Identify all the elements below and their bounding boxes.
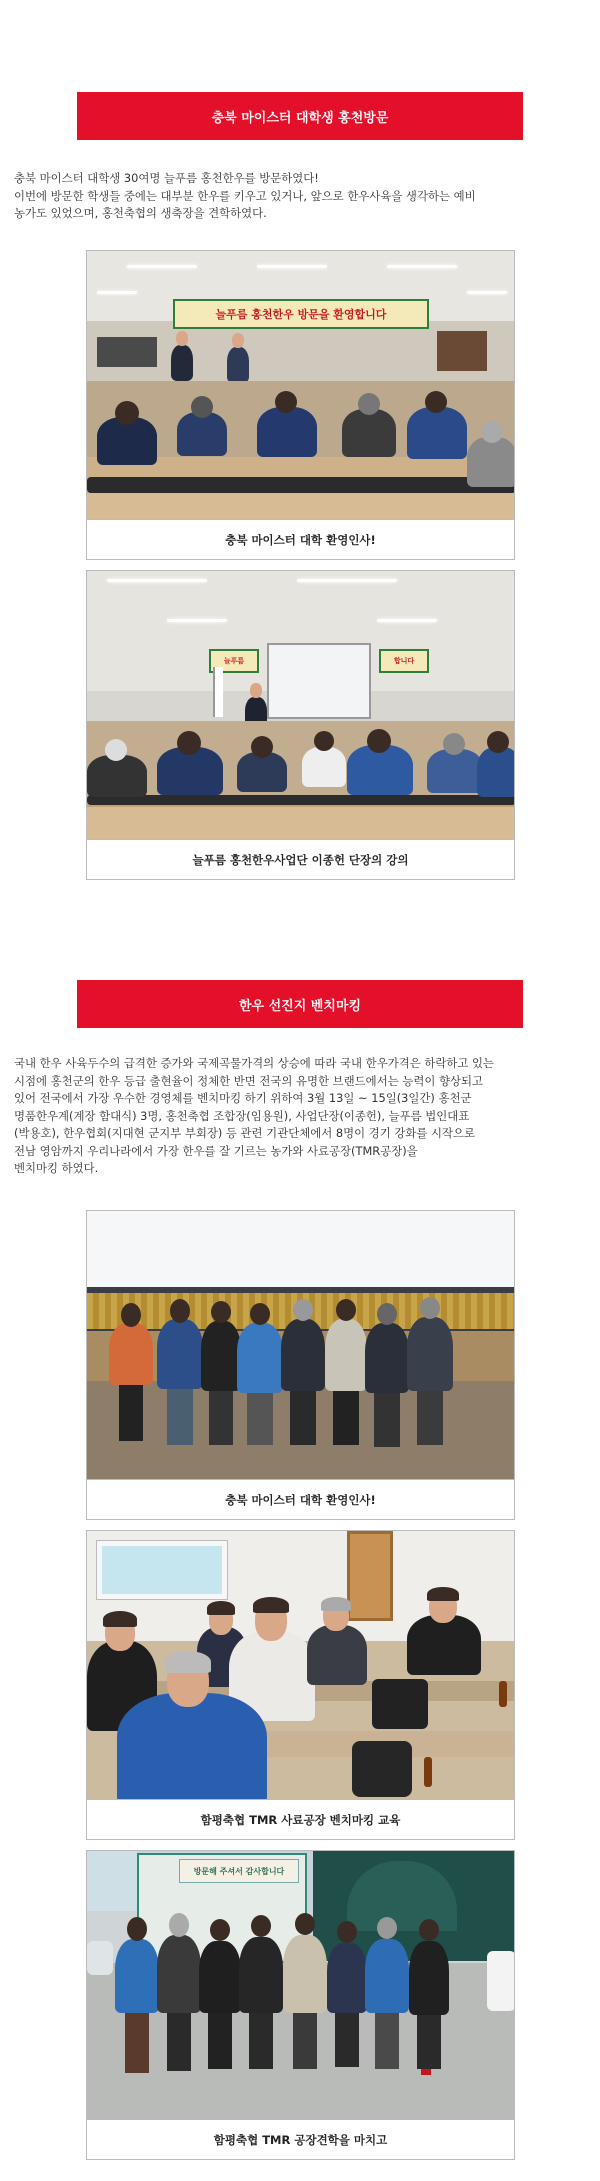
- section-intro-text: 국내 한우 사육두수의 급격한 증가와 국제곡물가격의 상승에 따라 국내 한우가격은 하락하고 있는 시점에 홍천군의 한우 등급 출현율이 정체한 반면 전국의 유명한 브랜드에서는 능력이 향상되고 있어 전국에서 가장 우수한 경영체를 벤치마킹 하기 위하여 3월 13일 ~ 15일(3일간) 홍천군 명품한우계(계장 함대식) 3명, 홍천축협 조합장(임용원), 사업단장(이종헌), 늘푸름 법인대표 (박용호), 한우협회(지대현 군지부 부회장) 등 관련 기관단체에서 8명이 경기 강화를 시작으로 전남 영암까지 우리나라에서 가장 한우를 잘 기르는 농가와 사료공장(TMR공장)을 벤치마킹 하였다.: [14, 1056, 494, 1175]
- photo-card: [86, 1210, 515, 1520]
- photo-tmr-group: [87, 1851, 514, 2119]
- photo-lecture-talk: 늘푸름 합니다: [87, 571, 514, 839]
- photo-tmr-education: [87, 1531, 514, 1799]
- section-title: 충북 마이스터 대학생 홍천방문: [211, 110, 389, 126]
- photo-caption: 함평축협 TMR 사료공장 벤치마킹 교육: [87, 1799, 514, 1839]
- photo-caption: 충북 마이스터 대학 환영인사!: [87, 1479, 514, 1519]
- photo-caption: 늘푸름 홍천한우사업단 이종헌 단장의 강의: [87, 839, 514, 879]
- section-title-banner: [77, 92, 523, 140]
- photo-card: [86, 570, 515, 880]
- photo-lecture-hall-welcome: [87, 251, 514, 519]
- photo-caption: 충북 마이스터 대학 환영인사!: [87, 519, 514, 559]
- photo-group-outdoor: [87, 1211, 514, 1479]
- section-title: 한우 선진지 벤치마킹: [238, 998, 362, 1014]
- thank-you-sign: 방문해 주셔서 감사합니다: [179, 1859, 299, 1883]
- photo-card: [86, 1530, 515, 1840]
- welcome-banner: 늘푸름 홍천한우 방문을 환영합니다: [173, 299, 429, 329]
- section-intro-text: 충북 마이스터 대학생 30여명 늘푸름 홍천한우를 방문하였다! 이번에 방문한 학생들 중에는 대부분 한우를 키우고 있거나, 앞으로 한우사육을 생각하는 예비 농가도 있었으며, 홍천축협의 생축장을 견학하였다.: [14, 171, 476, 220]
- projector-screen: [267, 643, 371, 719]
- photo-caption: 함평축협 TMR 공장견학을 마치고: [87, 2119, 514, 2159]
- section-title-banner: [77, 980, 523, 1028]
- photo-card: [86, 1850, 515, 2160]
- photo-card: [86, 250, 515, 560]
